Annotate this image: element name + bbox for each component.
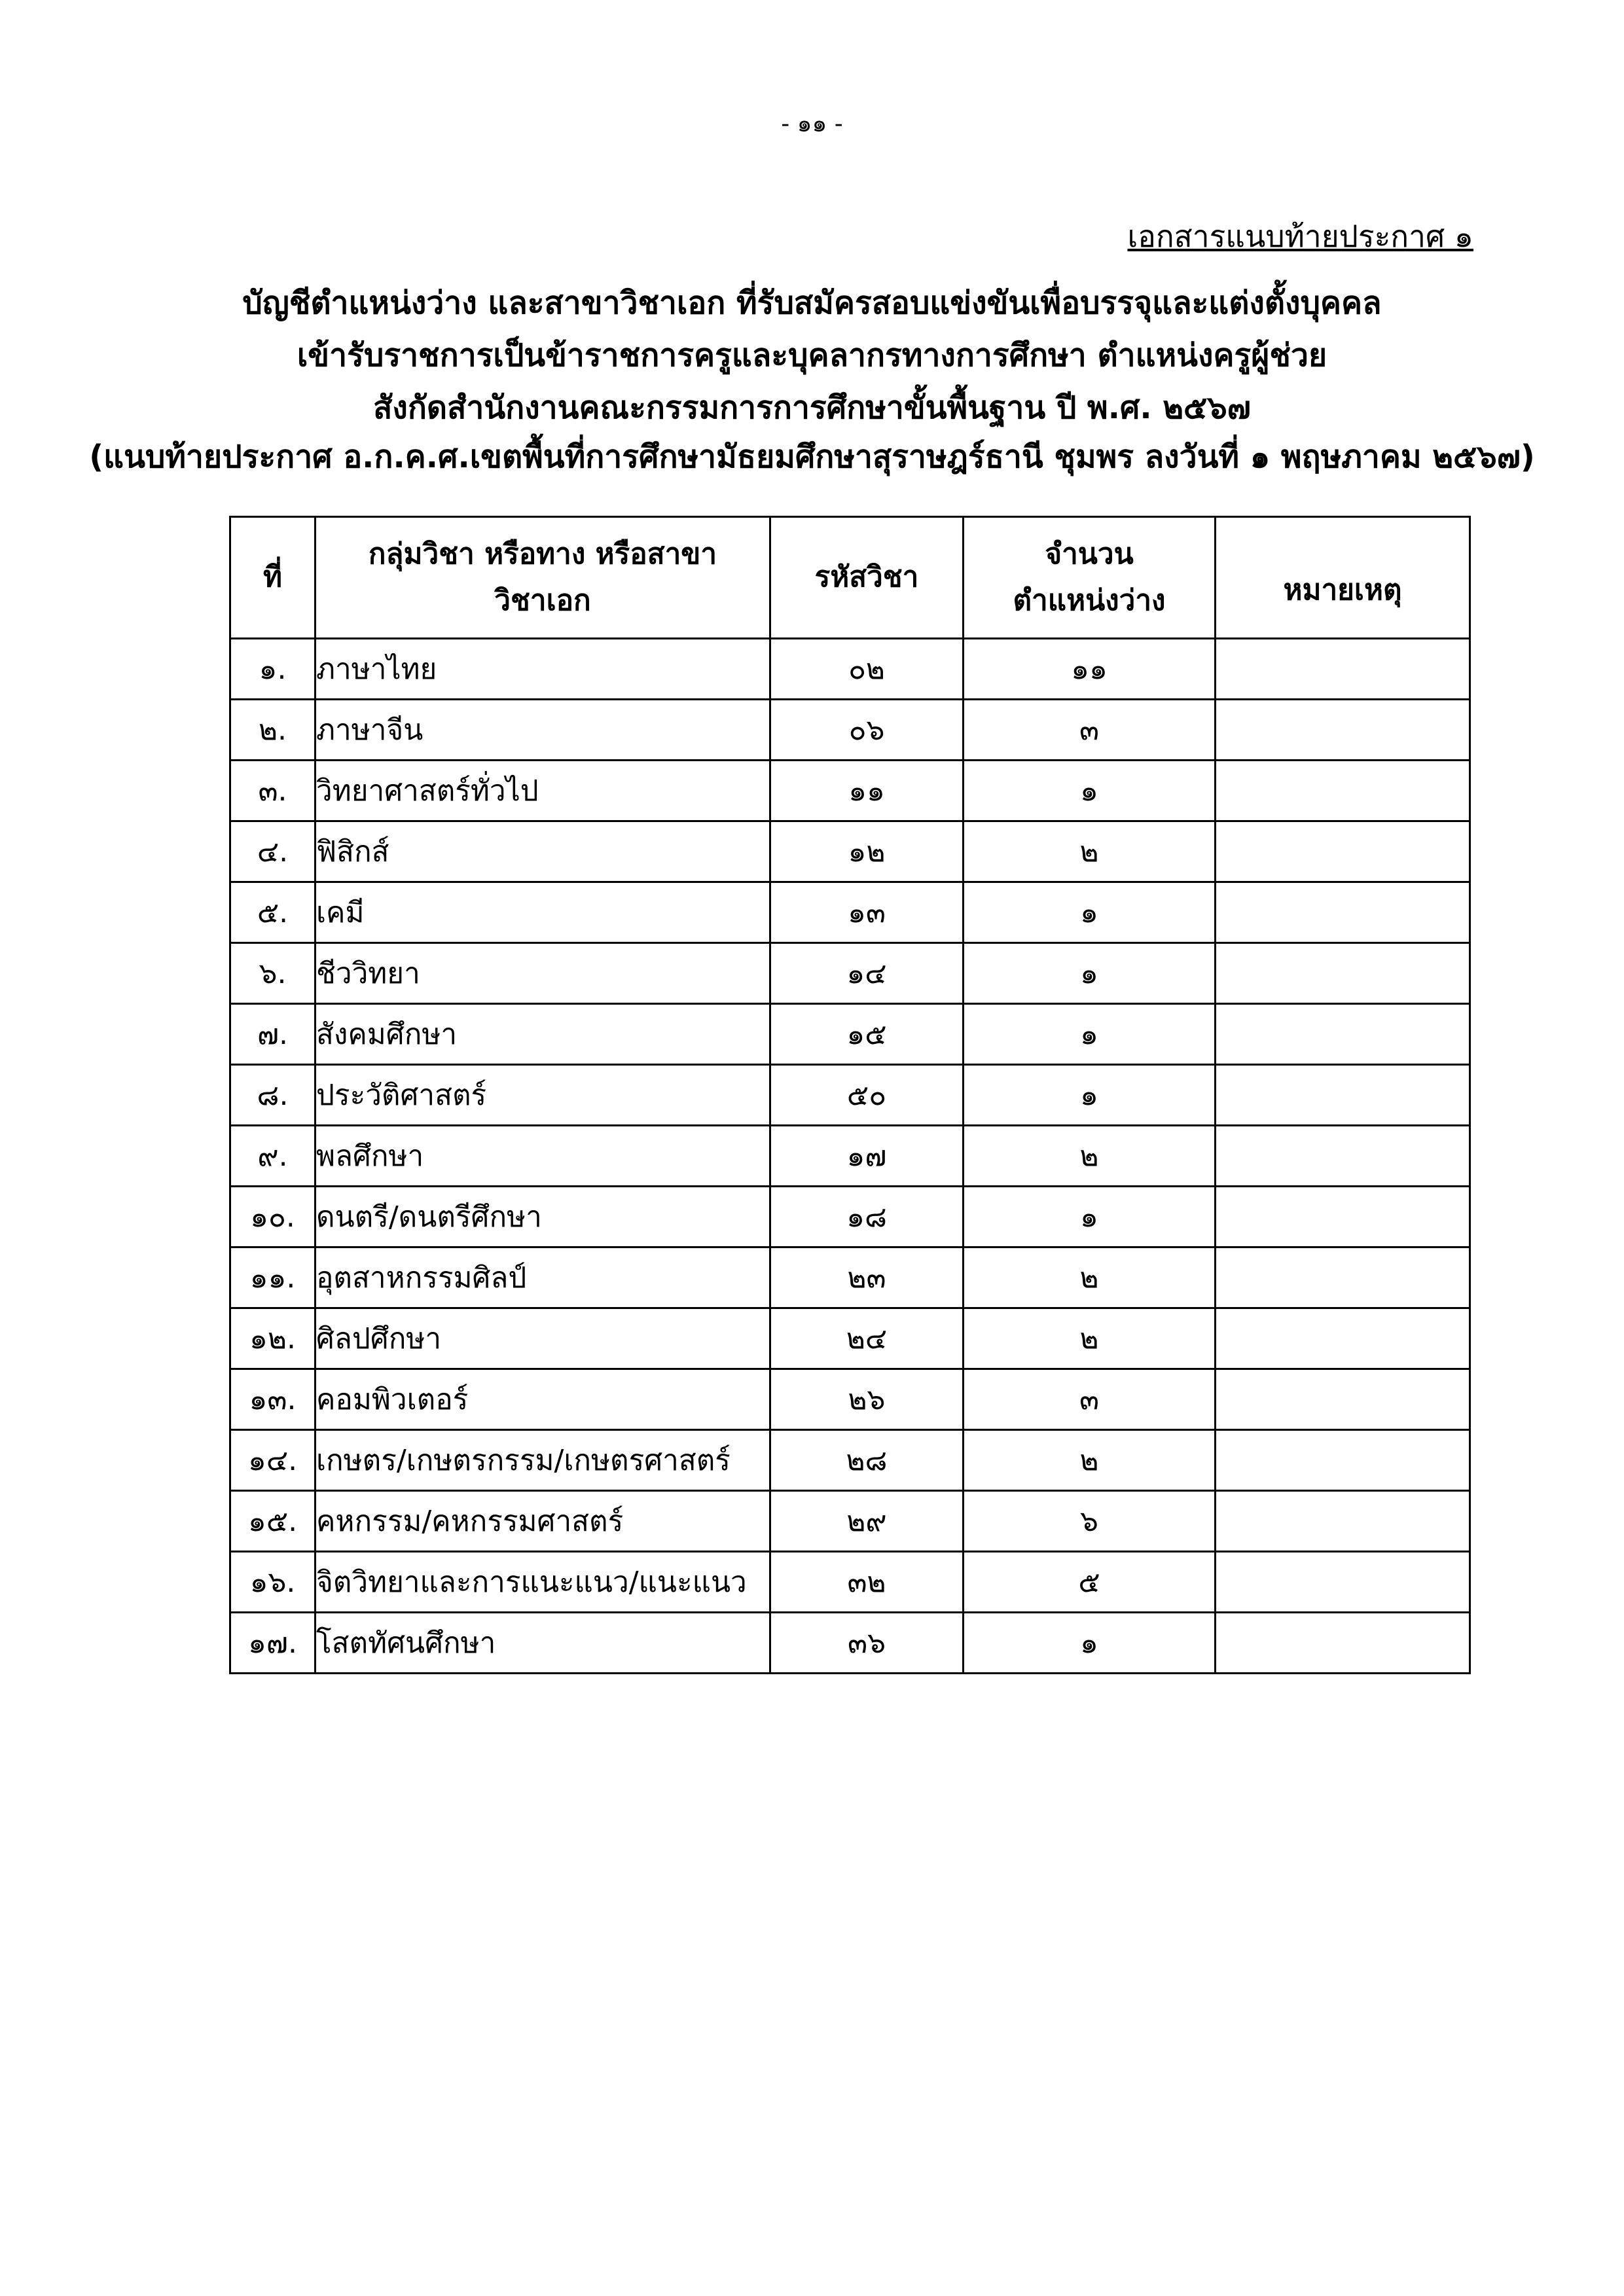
subject-name: ภาษาจีน: [316, 700, 770, 761]
subject-name: เกษตร/เกษตรกรรม/เกษตรศาสตร์: [316, 1430, 770, 1491]
vacancy-count: ๖: [964, 1491, 1216, 1552]
subject-code: ๑๔: [770, 943, 964, 1004]
subject-code: ๑๘: [770, 1187, 964, 1247]
vacancy-count: ๒: [964, 1430, 1216, 1491]
subject-name: คอมพิวเตอร์: [316, 1369, 770, 1430]
subject-code: ๒๘: [770, 1430, 964, 1491]
row-number: ๑๕.: [230, 1491, 316, 1552]
table-header: [230, 517, 1470, 639]
vacancy-count: ๑: [964, 943, 1216, 1004]
subject-name: ฟิสิกส์: [316, 821, 770, 882]
header-remark-label: หมายเหตุ: [1283, 573, 1402, 607]
table-row: [230, 1004, 1470, 1065]
header-subject-line-1: กลุ่มวิชา หรือทาง หรือสาขา: [368, 537, 717, 571]
table-row: [230, 1126, 1470, 1187]
row-number: ๔.: [230, 821, 316, 882]
document-title-line-4: (แนบท้ายประกาศ อ.ก.ค.ศ.เขตพื้นที่การศึกษามัธยมศึกษาสุราษฎร์ธานี ชุมพร ลงวันที่ ๑ พฤษภาคม ๒๕๖๗): [89, 439, 1535, 475]
vacancy-count: ๑: [964, 1004, 1216, 1065]
subject-name: ชีววิทยา: [316, 943, 770, 1004]
subject-code: ๑๓: [770, 882, 964, 943]
table-row: [230, 1247, 1470, 1308]
document-title-line-1: บัญชีตำแหน่งว่าง และสาขาวิชาเอก ที่รับสมัครสอบแข่งขันเพื่อบรรจุและแต่งตั้งบุคคล: [242, 285, 1382, 321]
remark-cell: [1216, 1126, 1470, 1187]
remark-cell: [1216, 1430, 1470, 1491]
remark-cell: [1216, 1308, 1470, 1369]
remark-cell: [1216, 1187, 1470, 1247]
header-count: [964, 517, 1216, 639]
table-row: [230, 1552, 1470, 1613]
subject-name: เคมี: [316, 882, 770, 943]
remark-cell: [1216, 1613, 1470, 1674]
document-title-line-3: สังกัดสำนักงานคณะกรรมการการศึกษาขั้นพื้นฐาน ปี พ.ศ. ๒๕๖๗: [373, 389, 1251, 426]
vacancy-count: ๒: [964, 1247, 1216, 1308]
remark-cell: [1216, 1491, 1470, 1552]
table-row: [230, 1369, 1470, 1430]
vacancy-count: ๓: [964, 700, 1216, 761]
remark-cell: [1216, 700, 1470, 761]
table-row: [230, 1491, 1470, 1552]
row-number: ๑๓.: [230, 1369, 316, 1430]
row-number: ๑๒.: [230, 1308, 316, 1369]
vacancy-count: ๑: [964, 761, 1216, 821]
row-number: ๓.: [230, 761, 316, 821]
header-code: รหัสวิชา: [770, 517, 964, 639]
subject-code: ๓๒: [770, 1552, 964, 1613]
table-row: [230, 1613, 1470, 1674]
subject-code: ๑๗: [770, 1126, 964, 1187]
header-count-line-1: จำนวน: [1045, 537, 1134, 571]
table-header-row: [230, 517, 1470, 639]
subject-code: ๑๑: [770, 761, 964, 821]
row-number: ๖.: [230, 943, 316, 1004]
subject-name: อุตสาหกรรมศิลป์: [316, 1247, 770, 1308]
vacancy-count: ๑: [964, 1613, 1216, 1674]
subject-code: ๒๓: [770, 1247, 964, 1308]
table-body: [230, 639, 1470, 1674]
attachment-reference: เอกสารแนบท้ายประกาศ ๑: [1127, 219, 1473, 254]
subject-name: ดนตรี/ดนตรีศึกษา: [316, 1187, 770, 1247]
row-number: ๕.: [230, 882, 316, 943]
subject-code: ๕๐: [770, 1065, 964, 1126]
table-row: [230, 882, 1470, 943]
table-row: [230, 1065, 1470, 1126]
header-no: ที่: [230, 517, 316, 639]
subject-name: ประวัติศาสตร์: [316, 1065, 770, 1126]
subject-name: ภาษาไทย: [316, 639, 770, 700]
row-number: ๑๐.: [230, 1187, 316, 1247]
vacancy-count: ๑๑: [964, 639, 1216, 700]
remark-cell: [1216, 761, 1470, 821]
row-number: ๑.: [230, 639, 316, 700]
vacancy-count: ๑: [964, 1065, 1216, 1126]
subject-name: โสตทัศนศึกษา: [316, 1613, 770, 1674]
row-number: ๘.: [230, 1065, 316, 1126]
subject-code: ๐๒: [770, 639, 964, 700]
row-number: ๑๖.: [230, 1552, 316, 1613]
remark-cell: [1216, 882, 1470, 943]
row-number: ๑๔.: [230, 1430, 316, 1491]
subject-name: วิทยาศาสตร์ทั่วไป: [316, 761, 770, 821]
subject-name: พลศึกษา: [316, 1126, 770, 1187]
vacancy-count: ๒: [964, 1308, 1216, 1369]
vacancy-count: ๕: [964, 1552, 1216, 1613]
row-number: ๑๗.: [230, 1613, 316, 1674]
header-subject: [316, 517, 770, 639]
subject-name: สังคมศึกษา: [316, 1004, 770, 1065]
table-row: [230, 1308, 1470, 1369]
subject-code: ๓๖: [770, 1613, 964, 1674]
subject-code: ๑๕: [770, 1004, 964, 1065]
remark-cell: [1216, 943, 1470, 1004]
row-number: ๙.: [230, 1126, 316, 1187]
row-number: ๗.: [230, 1004, 316, 1065]
table-row: [230, 821, 1470, 882]
remark-cell: [1216, 1552, 1470, 1613]
table-row: [230, 639, 1470, 700]
vacancy-table: [229, 516, 1471, 1674]
page-number: - ๑๑ -: [781, 111, 843, 137]
remark-cell: [1216, 1004, 1470, 1065]
table-row: [230, 1187, 1470, 1247]
table-row: [230, 700, 1470, 761]
header-subject-line-2: วิชาเอก: [494, 583, 591, 617]
subject-name: ศิลปศึกษา: [316, 1308, 770, 1369]
table-row: [230, 943, 1470, 1004]
vacancy-count: ๒: [964, 821, 1216, 882]
vacancy-count: ๒: [964, 1126, 1216, 1187]
remark-cell: [1216, 639, 1470, 700]
header-count-line-2: ตำแหน่งว่าง: [1013, 583, 1166, 617]
subject-code: ๒๖: [770, 1369, 964, 1430]
row-number: ๑๑.: [230, 1247, 316, 1308]
remark-cell: [1216, 1369, 1470, 1430]
subject-name: คหกรรม/คหกรรมศาสตร์: [316, 1491, 770, 1552]
vacancy-count: ๑: [964, 1187, 1216, 1247]
remark-cell: [1216, 1065, 1470, 1126]
subject-name: จิตวิทยาและการแนะแนว/แนะแนว: [316, 1552, 770, 1613]
table-row: [230, 761, 1470, 821]
subject-code: ๒๔: [770, 1308, 964, 1369]
subject-code: ๒๙: [770, 1491, 964, 1552]
vacancy-count: ๑: [964, 882, 1216, 943]
subject-code: ๐๖: [770, 700, 964, 761]
header-remark: [1216, 517, 1470, 639]
vacancy-count: ๓: [964, 1369, 1216, 1430]
row-number: ๒.: [230, 700, 316, 761]
document-title-line-2: เข้ารับราชการเป็นข้าราชการครูและบุคลากรทางการศึกษา ตำแหน่งครูผู้ช่วย: [297, 337, 1327, 374]
remark-cell: [1216, 821, 1470, 882]
subject-code: ๑๒: [770, 821, 964, 882]
remark-cell: [1216, 1247, 1470, 1308]
table-row: [230, 1430, 1470, 1491]
